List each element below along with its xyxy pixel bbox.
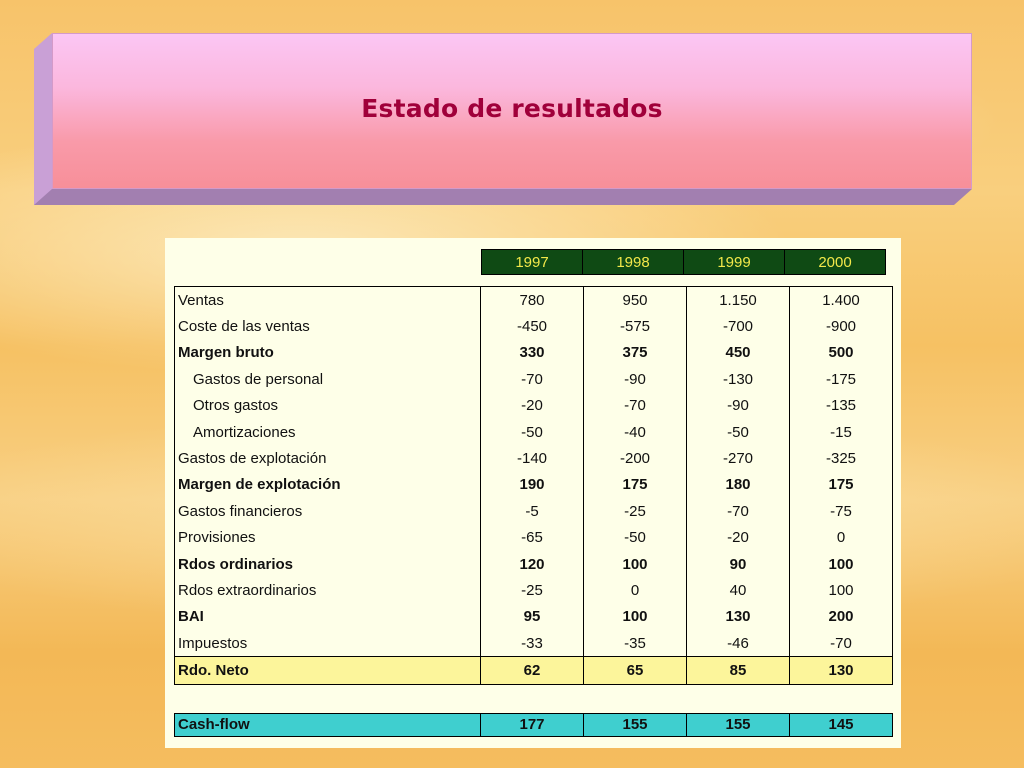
row-label: Rdo. Neto [175,657,481,684]
row-value: 180 [687,472,790,498]
income-statement-table-container [174,249,890,737]
row-value: 62 [481,657,584,684]
table-row-gastos-personal [175,366,893,392]
year-header-cell: 1997 [481,249,583,275]
row-value: -90 [687,393,790,419]
row-value: -70 [687,498,790,524]
row-value: -33 [481,630,584,657]
row-value: -15 [790,419,893,445]
row-value: 450 [687,340,790,366]
row-value: 65 [584,657,687,684]
row-value: -25 [584,498,687,524]
title-banner-left-bevel [34,33,52,205]
row-value: 130 [790,657,893,684]
year-header-cell: 1998 [582,249,684,275]
row-value: -575 [584,313,687,339]
title-banner-face [52,33,972,189]
year-header-cell: 2000 [784,249,886,275]
table-row-cashflow [175,713,893,736]
table-row-coste-ventas [175,313,893,339]
row-value: -35 [584,630,687,657]
row-value: 1.400 [790,287,893,314]
row-label: Margen bruto [175,340,481,366]
income-statement-table [174,286,893,685]
row-value: -70 [481,366,584,392]
row-value: 145 [790,713,893,736]
row-value: -25 [481,577,584,603]
row-value: -70 [790,630,893,657]
row-value: 100 [790,577,893,603]
row-value: 155 [687,713,790,736]
row-value: 375 [584,340,687,366]
row-value: 130 [687,604,790,630]
row-value: 330 [481,340,584,366]
row-label: Gastos de explotación [175,445,481,471]
table-row-bai [175,604,893,630]
row-value: 175 [790,472,893,498]
table-row-gastos-explotacion [175,445,893,471]
row-value: 780 [481,287,584,314]
year-header-cell: 1999 [683,249,785,275]
row-label: Cash-flow [175,713,481,736]
row-value: 95 [481,604,584,630]
title-banner-bottom-bevel [34,189,972,205]
cashflow-table [174,713,893,737]
row-value: 120 [481,551,584,577]
row-value: 0 [584,577,687,603]
row-label: Otros gastos [175,393,481,419]
header-spacer [174,249,481,275]
row-value: -90 [584,366,687,392]
row-value: -40 [584,419,687,445]
row-value: -65 [481,525,584,551]
row-value: 85 [687,657,790,684]
table-row-provisiones [175,525,893,551]
row-label: Impuestos [175,630,481,657]
row-value: 100 [584,604,687,630]
row-value: -20 [481,393,584,419]
row-value: -50 [687,419,790,445]
row-value: 100 [584,551,687,577]
table-row-ventas [175,287,893,314]
row-value: -900 [790,313,893,339]
row-value: -450 [481,313,584,339]
table-row-margen-explotacion [175,472,893,498]
row-value: 200 [790,604,893,630]
row-value: 177 [481,713,584,736]
row-value: -50 [584,525,687,551]
row-value: 950 [584,287,687,314]
row-label: Provisiones [175,525,481,551]
row-label: Rdos extraordinarios [175,577,481,603]
row-value: 40 [687,577,790,603]
page-title: Estado de resultados [361,94,663,123]
row-label: Gastos de personal [175,366,481,392]
row-value: 190 [481,472,584,498]
row-value: -140 [481,445,584,471]
income-statement-sheet [165,238,901,748]
table-row-otros-gastos [175,393,893,419]
cashflow-gap [174,685,890,713]
row-value: -135 [790,393,893,419]
row-value: 1.150 [687,287,790,314]
row-value: -5 [481,498,584,524]
row-value: -70 [584,393,687,419]
row-label: Coste de las ventas [175,313,481,339]
row-value: -200 [584,445,687,471]
row-value: -20 [687,525,790,551]
table-row-rdos-ordinarios [175,551,893,577]
row-value: 155 [584,713,687,736]
row-value: -75 [790,498,893,524]
table-row-rdo-neto [175,657,893,684]
row-value: 175 [584,472,687,498]
row-value: -700 [687,313,790,339]
row-label: Rdos ordinarios [175,551,481,577]
header-gap [174,275,890,286]
table-row-margen-bruto [175,340,893,366]
row-value: -270 [687,445,790,471]
row-value: 0 [790,525,893,551]
row-value: -50 [481,419,584,445]
title-banner [34,33,972,205]
row-value: -175 [790,366,893,392]
row-value: -130 [687,366,790,392]
row-label: Gastos financieros [175,498,481,524]
row-label: Ventas [175,287,481,314]
row-label: Amortizaciones [175,419,481,445]
table-row-impuestos [175,630,893,657]
row-value: 100 [790,551,893,577]
table-row-amortizaciones [175,419,893,445]
row-value: 500 [790,340,893,366]
year-header-cells [481,249,886,275]
row-value: -325 [790,445,893,471]
table-row-rdos-extraordinarios [175,577,893,603]
year-header-row [174,249,890,275]
row-label: BAI [175,604,481,630]
row-value: 90 [687,551,790,577]
row-label: Margen de explotación [175,472,481,498]
row-value: -46 [687,630,790,657]
table-row-gastos-financieros [175,498,893,524]
